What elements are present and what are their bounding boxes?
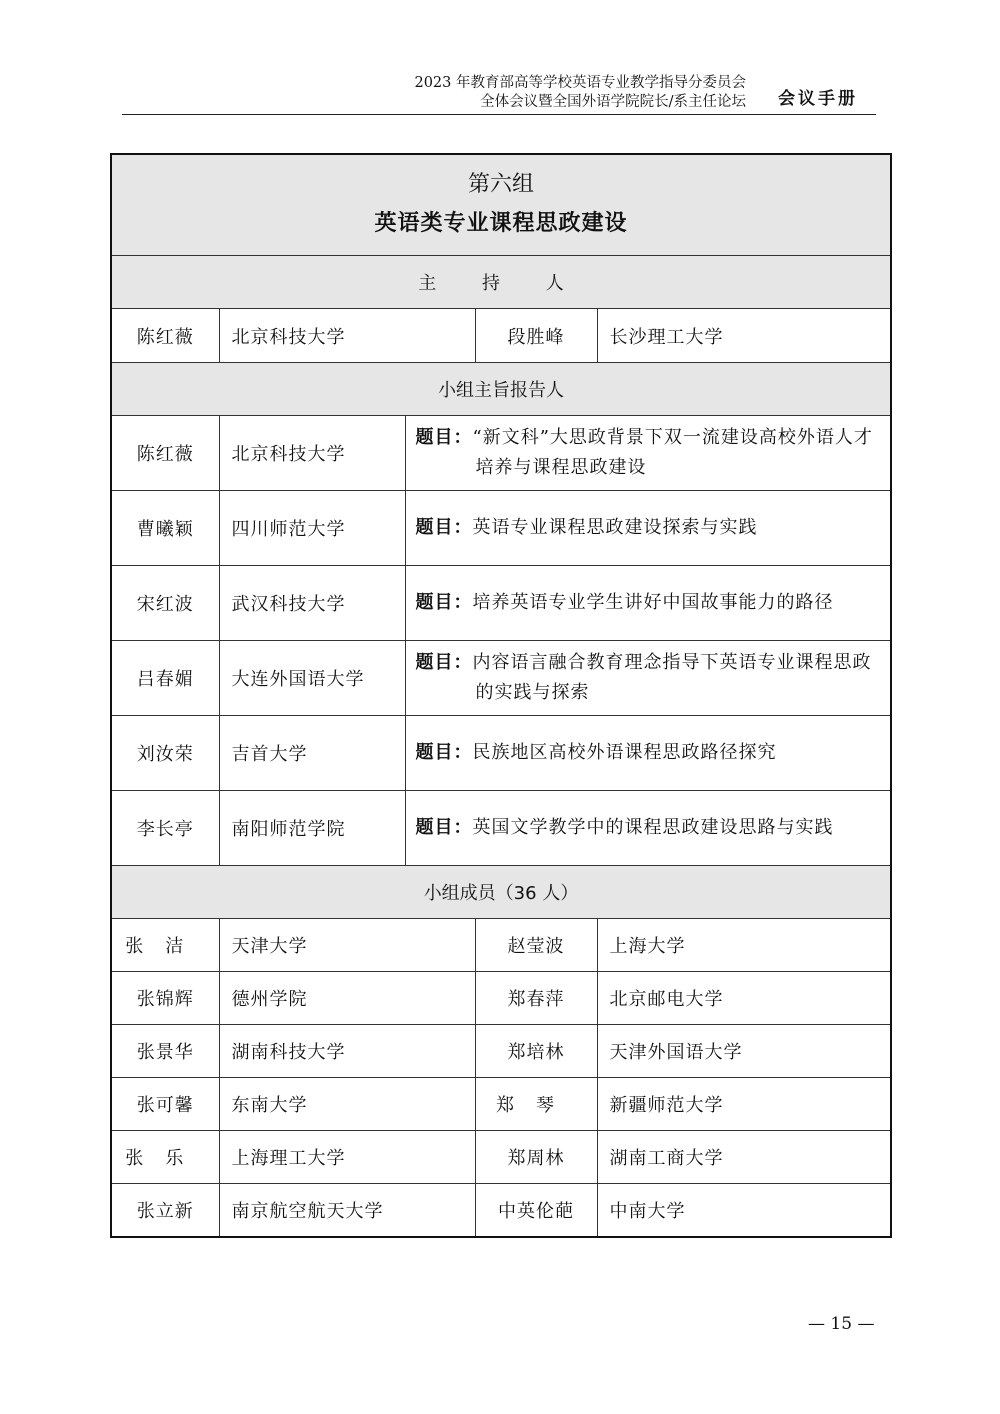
member-name: 赵莹波 (475, 919, 597, 972)
topic-text: “新文科”大思政背景下双一流建设高校外语人才培养与课程思政建设 (472, 427, 873, 478)
speaker-row (111, 491, 891, 566)
speaker-topic (405, 716, 891, 791)
member-name: 张乐 (111, 1131, 219, 1184)
speaker-row (111, 641, 891, 716)
topic-label: 题目： (415, 652, 473, 673)
speaker-row (111, 716, 891, 791)
members-heading: 小组成员（36 人） (111, 866, 891, 919)
speaker-row (111, 791, 891, 866)
speaker-topic (405, 791, 891, 866)
speaker-name: 曹曦颖 (111, 491, 219, 566)
member-row (111, 1184, 891, 1237)
page-header (122, 74, 876, 114)
member-org: 北京邮电大学 (597, 972, 891, 1025)
speaker-row (111, 566, 891, 641)
member-org: 天津大学 (219, 919, 475, 972)
member-name: 郑琴 (475, 1078, 597, 1131)
group-title (111, 154, 891, 256)
topic-text: 英语专业课程思政建设探索与实践 (472, 517, 758, 538)
topic-text: 英国文学教学中的课程思政建设思路与实践 (472, 817, 834, 838)
topic-text: 民族地区高校外语课程思政路径探究 (472, 742, 777, 763)
member-name: 张可馨 (111, 1078, 219, 1131)
member-name: 张洁 (111, 919, 219, 972)
speaker-org: 武汉科技大学 (219, 566, 405, 641)
host-name: 段胜峰 (475, 309, 597, 363)
speaker-name: 宋红波 (111, 566, 219, 641)
member-org: 天津外国语大学 (597, 1025, 891, 1078)
member-name: 郑培林 (475, 1025, 597, 1078)
speaker-org: 大连外国语大学 (219, 641, 405, 716)
member-name: 张景华 (111, 1025, 219, 1078)
member-row (111, 1025, 891, 1078)
member-org: 东南大学 (219, 1078, 475, 1131)
group-number: 第六组 (468, 172, 535, 197)
member-org: 南京航空航天大学 (219, 1184, 475, 1237)
member-org: 德州学院 (219, 972, 475, 1025)
member-org: 湖南工商大学 (597, 1131, 891, 1184)
topic-text: 内容语言融合教育理念指导下英语专业课程思政的实践与探索 (472, 652, 872, 703)
speaker-topic (405, 641, 891, 716)
member-name: 中英伦葩 (475, 1184, 597, 1237)
topic-label: 题目： (415, 817, 473, 838)
member-row (111, 1078, 891, 1131)
member-row (111, 1131, 891, 1184)
member-org: 上海理工大学 (219, 1131, 475, 1184)
page-number: — 15 — (808, 1314, 875, 1334)
group-theme: 英语类专业课程思政建设 (374, 210, 628, 236)
manual-label: 会议手册 (778, 89, 858, 109)
member-row (111, 919, 891, 972)
member-org: 中南大学 (597, 1184, 891, 1237)
member-org: 新疆师范大学 (597, 1078, 891, 1131)
topic-label: 题目： (415, 592, 473, 613)
conference-title-line1: 2023 年教育部高等学校英语专业教学指导分委员会 (414, 75, 746, 91)
host-org: 长沙理工大学 (597, 309, 891, 363)
conference-title (414, 74, 746, 112)
member-org: 湖南科技大学 (219, 1025, 475, 1078)
speaker-topic (405, 566, 891, 641)
member-name: 郑周林 (475, 1131, 597, 1184)
speaker-name: 刘汝荣 (111, 716, 219, 791)
host-name: 陈红薇 (111, 309, 219, 363)
speaker-name: 吕春媚 (111, 641, 219, 716)
speakers-heading: 小组主旨报告人 (111, 363, 891, 416)
speaker-topic (405, 416, 891, 491)
topic-label: 题目： (415, 742, 473, 763)
header-divider (122, 114, 876, 115)
speaker-topic (405, 491, 891, 566)
member-org: 上海大学 (597, 919, 891, 972)
host-org: 北京科技大学 (219, 309, 475, 363)
speaker-org: 吉首大学 (219, 716, 405, 791)
speaker-row (111, 416, 891, 491)
speaker-name: 陈红薇 (111, 416, 219, 491)
topic-label: 题目： (415, 427, 473, 448)
member-name: 张立新 (111, 1184, 219, 1237)
speaker-org: 四川师范大学 (219, 491, 405, 566)
topic-text: 培养英语专业学生讲好中国故事能力的路径 (472, 592, 834, 613)
member-name: 张锦辉 (111, 972, 219, 1025)
speaker-org: 南阳师范学院 (219, 791, 405, 866)
hosts-row (111, 309, 891, 363)
group-table (110, 153, 892, 1238)
member-row (111, 972, 891, 1025)
hosts-heading: 主 持 人 (111, 256, 891, 309)
speaker-name: 李长亭 (111, 791, 219, 866)
topic-label: 题目： (415, 517, 473, 538)
conference-title-line2: 全体会议暨全国外语学院院长/系主任论坛 (480, 94, 746, 110)
member-name: 郑春萍 (475, 972, 597, 1025)
speaker-org: 北京科技大学 (219, 416, 405, 491)
